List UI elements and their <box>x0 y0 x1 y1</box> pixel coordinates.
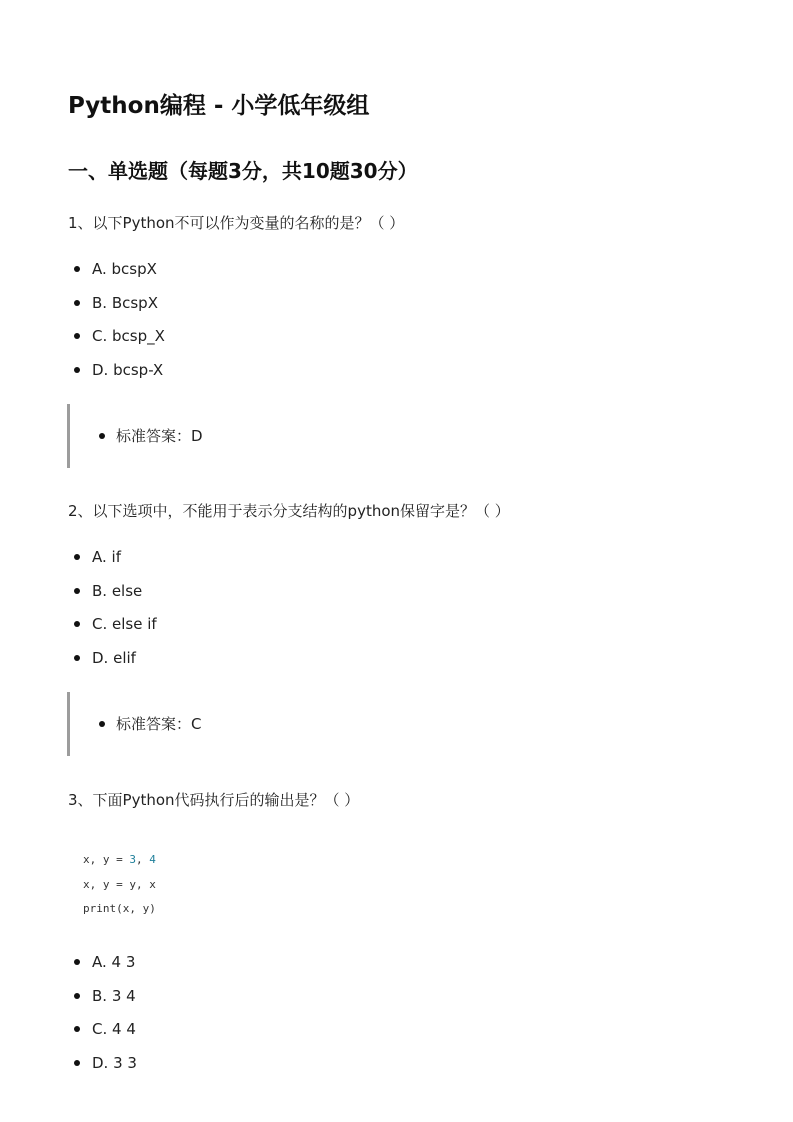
question-1-option-a: A. bcspX <box>70 257 165 291</box>
question-1-text: 1、以下Python不可以作为变量的名称的是？（ ） <box>68 214 405 232</box>
question-2-options <box>70 545 157 680</box>
question-2-option-c: C. else if <box>70 612 157 646</box>
page-title: Python编程 - 小学低年级组 <box>68 93 370 119</box>
code-number: 4 <box>149 853 156 866</box>
code-token: x, y = <box>83 853 130 866</box>
question-3-text: 3、下面Python代码执行后的输出是？（ ） <box>68 791 360 809</box>
question-3-option-b: B. 3 4 <box>70 984 137 1018</box>
question-3-options <box>70 950 137 1085</box>
question-1-option-c: C. bcsp_X <box>70 324 165 358</box>
question-3-option-d: D. 3 3 <box>70 1051 137 1085</box>
question-1-answer: 标准答案：D <box>98 424 203 448</box>
question-3-option-a: A. 4 3 <box>70 950 137 984</box>
question-2-answer: 标准答案：C <box>98 712 201 736</box>
question-1-options <box>70 257 165 392</box>
code-line-2: x, y = y, x <box>83 877 156 891</box>
code-line-3: print(x, y) <box>83 902 156 915</box>
question-1-option-d: D. bcsp-X <box>70 358 165 392</box>
question-2-answer-block <box>67 692 670 756</box>
question-1-answer-block <box>67 404 670 468</box>
code-line-1 <box>83 848 156 873</box>
question-1-option-b: B. BcspX <box>70 291 165 325</box>
question-2-option-a: A. if <box>70 545 157 579</box>
question-2-option-b: B. else <box>70 579 157 613</box>
code-block <box>83 848 156 922</box>
code-token: , <box>135 853 150 866</box>
question-2-text: 2、以下选项中，不能用于表示分支结构的python保留字是？（ ） <box>68 502 510 520</box>
section-heading: 一、单选题（每题3分，共10题30分） <box>68 159 418 183</box>
code-number: 3 <box>129 853 136 866</box>
question-2-option-d: D. elif <box>70 646 157 680</box>
question-3-option-c: C. 4 4 <box>70 1017 137 1051</box>
